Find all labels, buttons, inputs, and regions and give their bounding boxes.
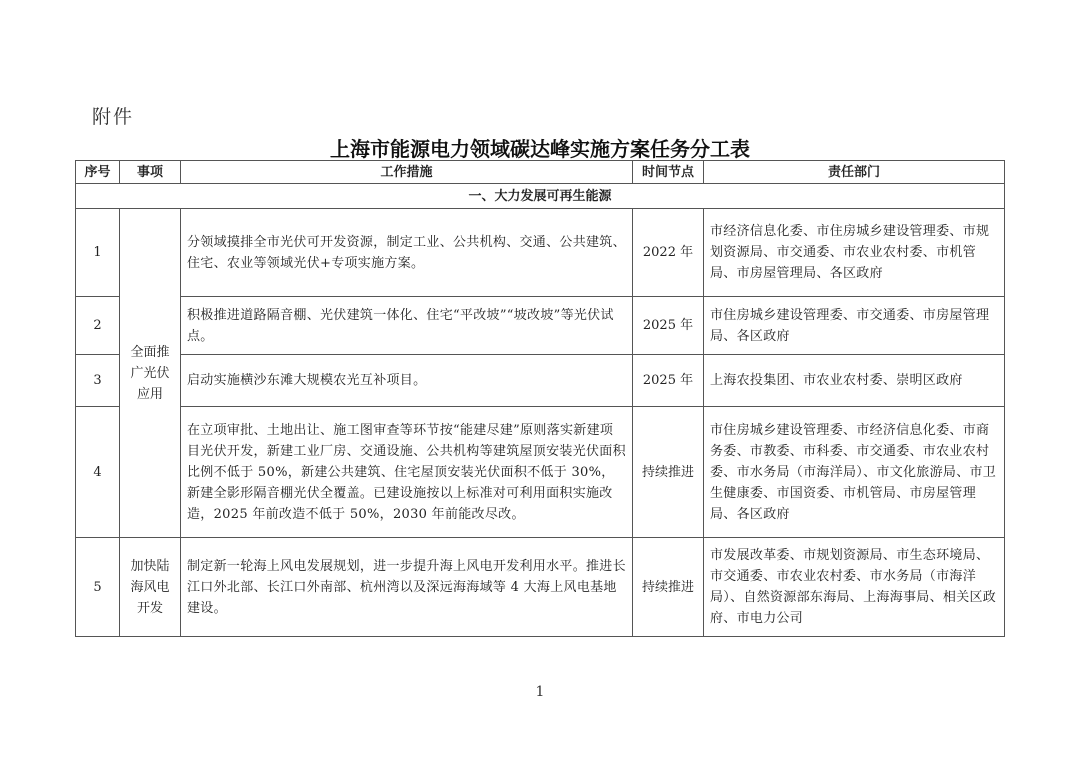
dept-cell: 市发展改革委、市规划资源局、市生态环境局、市交通委、市农业农村委、市水务局（市海洋局）、自然资源部东海局、上海海事局、相关区政府、市电力公司: [704, 538, 1005, 637]
table-row: [76, 538, 1005, 637]
measure-cell: 在立项审批、土地出让、施工图审查等环节按“能建尽建”原则落实新建项目光伏开发，新建工业厂房、交通设施、公共机构等建筑屋顶安装光伏面积比例不低于 50%，新建公共建筑、住宅屋顶安装光伏面积不低于 30%，新建全影形隔音棚光伏全覆盖。已建设施按以上标准对可利用面积实施改造，2025 年前改造不低于 50%，2030 年前能改尽改。: [181, 407, 633, 538]
measure-cell: 积极推进道路隔音棚、光伏建筑一体化、住宅“平改坡”“坡改坡”等光伏试点。: [181, 297, 633, 355]
item-cell: 加快陆海风电开发: [120, 538, 181, 637]
measure-cell: 启动实施横沙东滩大规模农光互补项目。: [181, 355, 633, 407]
measure-cell: 制定新一轮海上风电发展规划，进一步提升海上风电开发利用水平。推进长江口外北部、长江口外南部、杭州湾以及深远海海域等 4 大海上风电基地建设。: [181, 538, 633, 637]
table-row: [76, 407, 1005, 538]
row-number: 5: [76, 538, 120, 637]
measure-cell: 分领域摸排全市光伏可开发资源，制定工业、公共机构、交通、公共建筑、住宅、农业等领域光伏+专项实施方案。: [181, 209, 633, 297]
header-no: 序号: [76, 161, 120, 184]
task-table: [75, 160, 1005, 637]
section-title: 一、大力发展可再生能源: [76, 184, 1005, 209]
dept-cell: 市经济信息化委、市住房城乡建设管理委、市规划资源局、市交通委、市农业农村委、市机管局、市房屋管理局、各区政府: [704, 209, 1005, 297]
time-cell: 2025 年: [633, 355, 704, 407]
row-number: 4: [76, 407, 120, 538]
attachment-label: 附件: [92, 106, 135, 128]
table-row: [76, 297, 1005, 355]
section-row: [76, 184, 1005, 209]
header-measure: 工作措施: [181, 161, 633, 184]
dept-cell: 上海农投集团、市农业农村委、崇明区政府: [704, 355, 1005, 407]
row-number: 3: [76, 355, 120, 407]
row-number: 2: [76, 297, 120, 355]
header-time: 时间节点: [633, 161, 704, 184]
header-dept: 责任部门: [704, 161, 1005, 184]
dept-cell: 市住房城乡建设管理委、市交通委、市房屋管理局、各区政府: [704, 297, 1005, 355]
dept-cell: 市住房城乡建设管理委、市经济信息化委、市商务委、市教委、市科委、市交通委、市农业农村委、市水务局（市海洋局）、市文化旅游局、市卫生健康委、市国资委、市机管局、市房屋管理局、各区政府: [704, 407, 1005, 538]
document-title: 上海市能源电力领域碳达峰实施方案任务分工表: [330, 137, 750, 161]
table-row: [76, 209, 1005, 297]
table-row: [76, 355, 1005, 407]
time-cell: 2025 年: [633, 297, 704, 355]
item-cell: 全面推广光伏应用: [120, 209, 181, 538]
table-header-row: [76, 161, 1005, 184]
time-cell: 持续推进: [633, 538, 704, 637]
time-cell: 持续推进: [633, 407, 704, 538]
time-cell: 2022 年: [633, 209, 704, 297]
page-number: 1: [535, 684, 545, 700]
row-number: 1: [76, 209, 120, 297]
header-item: 事项: [120, 161, 181, 184]
